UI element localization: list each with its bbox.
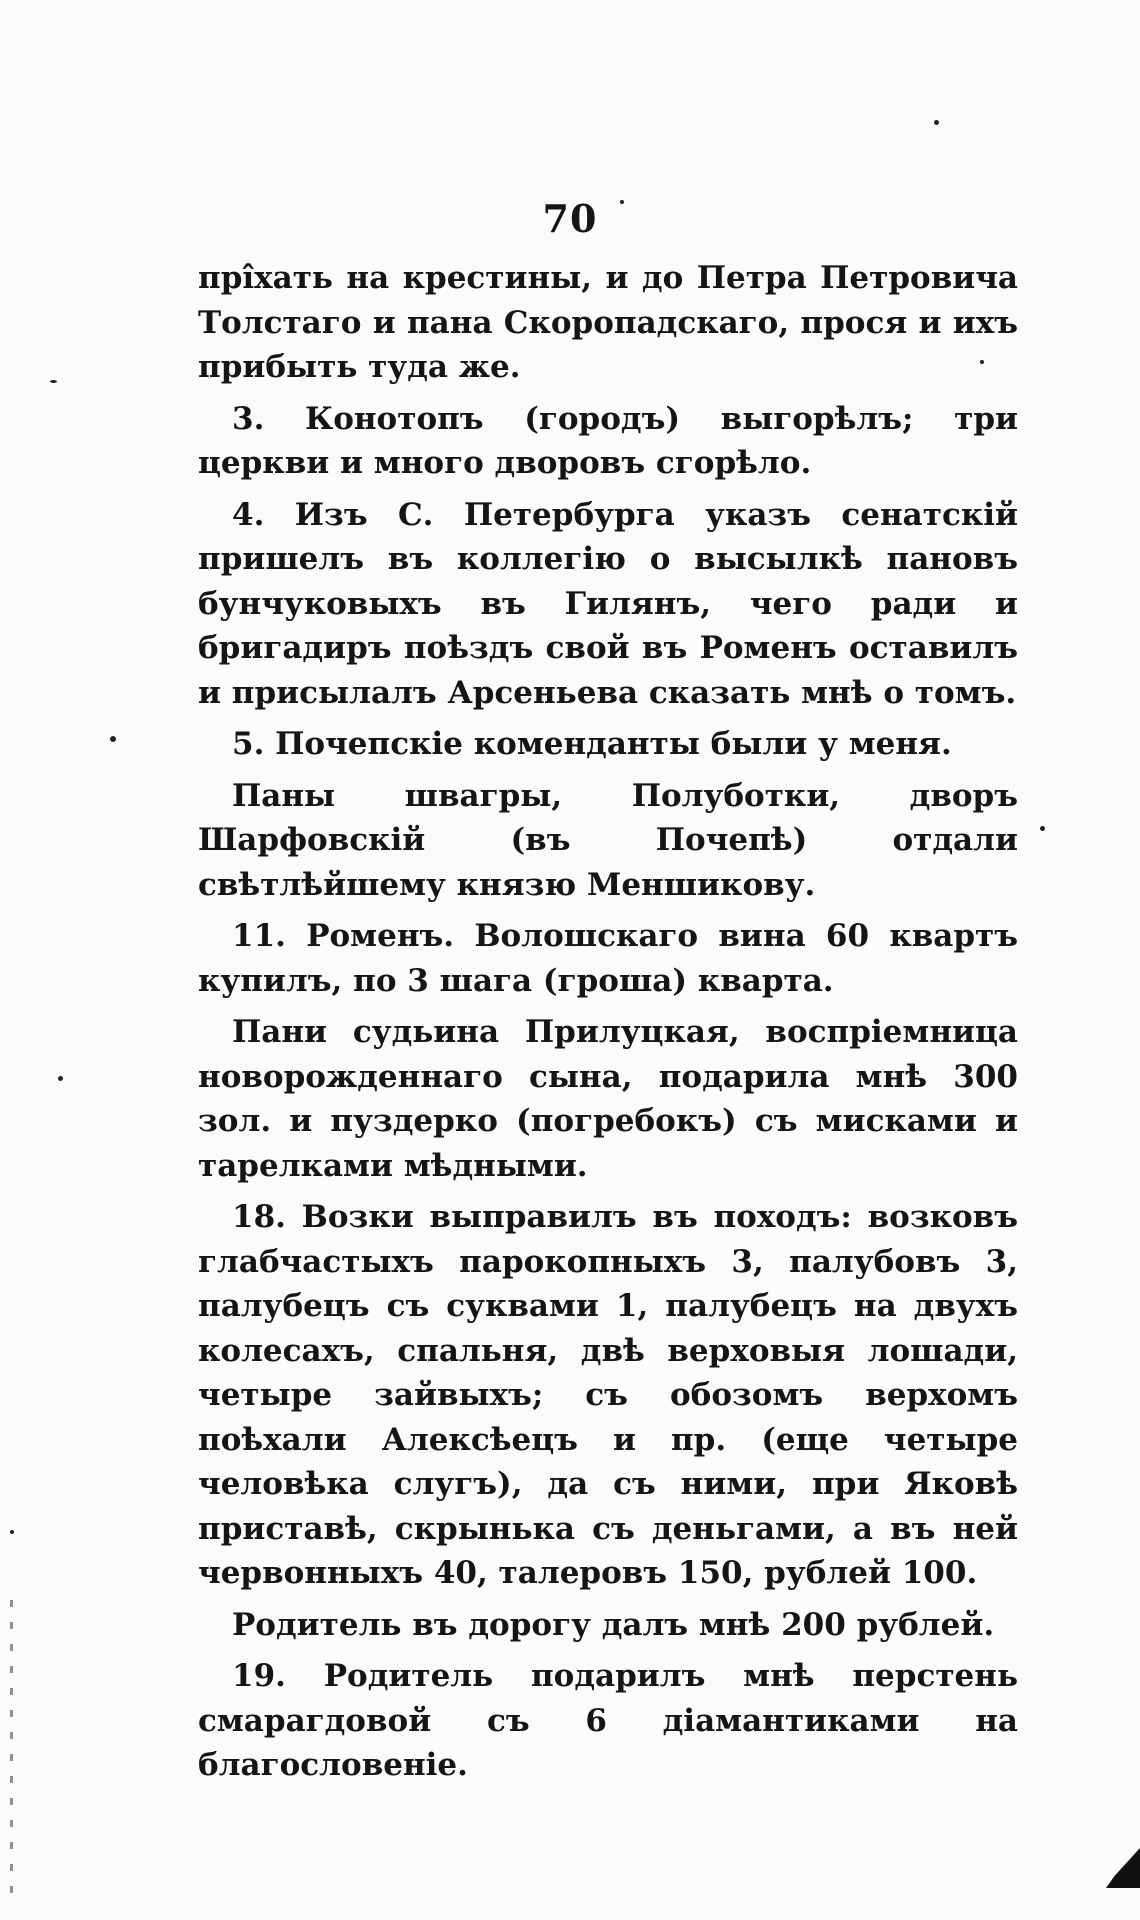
scan-speck bbox=[50, 380, 57, 383]
page-number: 70 bbox=[542, 196, 598, 241]
paragraph-continuation: прі̂хать на крестины, и до Петра Петровича Толстаго и пана Скоропадскаго, прося и ихъ прибыть туда же. bbox=[198, 260, 1018, 385]
scan-speck bbox=[1040, 826, 1045, 831]
binding-edge-mark bbox=[10, 1600, 13, 1900]
paragraph-entry-11: 11. Роменъ. Волошскаго вина 60 квартъ купилъ, по 3 шага (гроша) кварта. bbox=[198, 918, 1018, 999]
paragraph-note-polubotki: Паны швагры, Полуботки, дворъ Шарфовскій (въ Почепѣ) отдали свѣтлѣйшему князю Меншикову. bbox=[198, 777, 1018, 903]
paragraph-entry-4: 4. Изъ С. Петербурга указъ сенатскій пришелъ въ коллегію о высылкѣ пановъ бунчуковыхъ въ Гилянъ, чего ради и бригадиръ поѣздъ свой въ Роменъ оставилъ и присылалъ Арсеньева сказать мнѣ о томъ. bbox=[198, 496, 1018, 711]
body-text bbox=[198, 256, 1018, 1788]
paragraph-entry-18: 18. Возки выправилъ въ походъ: возковъ глабчастыхъ парокопныхъ 3, палубовъ 3, палубецъ съ суквами 1, палубецъ на двухъ колесахъ, спальня, двѣ верховыя лошади, четыре зайвыхъ; съ обозомъ верхомъ поѣхали Алексѣецъ и пр. (еще четыре человѣка слугъ), да съ ними, при Яковѣ приставѣ, скрынька съ деньгами, а въ ней червонныхъ 40, талеровъ 150, рублей 100. bbox=[198, 1199, 1018, 1591]
paragraph-entry-5: 5. Почепскіе коменданты были у меня. bbox=[232, 726, 952, 762]
corner-scan-mark bbox=[1106, 1848, 1140, 1888]
scan-speck bbox=[980, 360, 984, 364]
paragraph-note-roditel: Родитель въ дорогу далъ мнѣ 200 рублей. bbox=[232, 1606, 995, 1643]
scan-speck bbox=[110, 736, 116, 742]
scan-speck bbox=[10, 1530, 14, 1534]
scan-speck bbox=[620, 200, 624, 204]
scan-speck bbox=[934, 120, 939, 125]
scan-speck bbox=[58, 1076, 63, 1081]
paragraph-note-sudyina: Пани судьина Прилуцкая, воспріемница новорожденнаго сына, подарила мнѣ 300 зол. и пуздерко (погребокъ) съ мисками и тарелками мѣдными. bbox=[198, 1014, 1018, 1184]
paragraph-entry-3: 3. Конотопъ (городъ) выгорѣлъ; три церкви и много дворовъ сгорѣло. bbox=[198, 400, 1018, 481]
paragraph-entry-19: 19. Родитель подарилъ мнѣ перстень смарагдовой съ 6 діамантиками на благословеніе. bbox=[198, 1658, 1018, 1783]
